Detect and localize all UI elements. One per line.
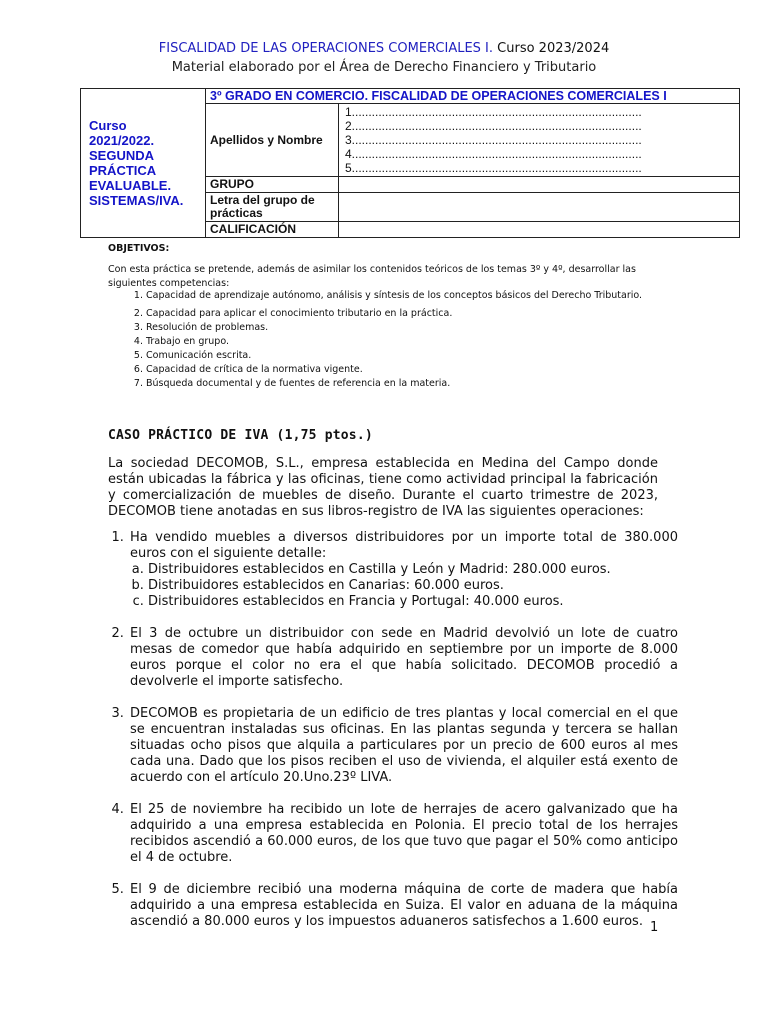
header-course-year: Curso 2023/2024 xyxy=(493,41,610,56)
course-line: Curso xyxy=(89,118,127,133)
operation-subitem: a. Distribuidores establecidos en Castilla y León y Madrid: 280.000 euros. xyxy=(148,562,678,578)
objective-item: 4. Trabajo en grupo. xyxy=(146,335,698,349)
objectives-title: OBJETIVOS: xyxy=(108,243,170,254)
operation-text: Ha vendido muebles a diversos distribuidores por un importe total de 380.000 euros con el siguiente detalle: xyxy=(130,530,678,561)
name-line: 4....................................................................................... xyxy=(345,147,642,161)
objective-item: 1. Capacidad de aprendizaje autónomo, análisis y síntesis de los conceptos básicos del Derecho Tributario. xyxy=(146,289,698,303)
operation-item: 2. El 3 de octubre un distribuidor con sede en Madrid devolvió un lote de cuatro mesas de comedor que había adquirido en septiembre por un importe de 8.000 euros porque el color no era el que había solicitado. DECOMOB procedió a devolverle el importe satisfecho. xyxy=(128,626,678,690)
operation-item: 4. El 25 de noviembre ha recibido un lote de herrajes de acero galvanizado que ha adquirido a una empresa establecida en Polonia. El precio total de los herrajes recibidos ascendió a 60.000 euros, de los que tuvo que pagar el 50% como anticipo el 4 de octubre. xyxy=(128,802,678,866)
operation-item: 5. El 9 de diciembre recibió una moderna máquina de corte de madera que había adquirido a una empresa establecida en Suiza. El valor en aduana de la máquina ascendió a 80.000 euros y los impuestos aduaneros satisfechos a 1.600 euros. xyxy=(128,882,678,930)
names-label: Apellidos y Nombre xyxy=(206,104,339,177)
course-line: SISTEMAS/IVA. xyxy=(89,193,184,208)
case-title: CASO PRÁCTICO DE IVA (1,75 ptos.) xyxy=(108,428,373,443)
document-header-title xyxy=(0,41,768,56)
operation-item: 3. DECOMOB es propietaria de un edificio de tres plantas y local comercial en el que se encuentran instaladas sus oficinas. En las plantas segunda y tercera se hallan situadas ocho pisos que alquila a particulares por un precio de 600 euros al mes cada una. Dado que los pisos reciben el uso de vivienda, el alquiler está exento de acuerdo con el artículo 20.Uno.23º LIVA. xyxy=(128,706,678,786)
course-line: 2021/2022. xyxy=(89,133,155,148)
group-label: GRUPO xyxy=(206,177,339,193)
practice-group-label: Letra del grupo de prácticas xyxy=(206,193,339,222)
name-line: 3....................................................................................... xyxy=(345,133,642,147)
case-intro: La sociedad DECOMOB, S.L., empresa establecida en Medina del Campo donde están ubicadas la fábrica y las oficinas, tiene como actividad principal la fabricación y comercialización de muebles de diseño. Durante el cuarto trimestre de 2023, DECOMOB tiene anotadas en sus libros-registro de IVA las siguientes operaciones: xyxy=(108,456,658,519)
objectives-list xyxy=(108,289,698,391)
name-line: 2....................................................................................... xyxy=(345,119,642,133)
group-field[interactable] xyxy=(339,177,740,193)
operation-subitem: c. Distribuidores establecidos en Francia y Portugal: 40.000 euros. xyxy=(148,594,678,610)
operation-sublist xyxy=(130,562,678,610)
course-line: PRÁCTICA xyxy=(89,163,157,178)
grade-label: CALIFICACIÓN xyxy=(206,222,339,238)
page-number: 1 xyxy=(650,920,659,935)
objective-item: 6. Capacidad de crítica de la normativa vigente. xyxy=(146,363,698,377)
operations-list xyxy=(108,530,678,946)
objectives-intro: Con esta práctica se pretende, además de asimilar los contenidos teóricos de los temas 3º y 4º, desarrollar las siguientes competencias: xyxy=(108,264,636,289)
course-label-cell xyxy=(81,89,206,238)
header-subject: FISCALIDAD DE LAS OPERACIONES COMERCIALES I. xyxy=(158,41,494,56)
practice-group-field[interactable] xyxy=(339,193,740,222)
names-field[interactable] xyxy=(339,104,740,177)
document-header-subtitle: Material elaborado por el Área de Derecho Financiero y Tributario xyxy=(171,60,597,75)
degree-title: 3º GRADO EN COMERCIO. FISCALIDAD DE OPERACIONES COMERCIALES I xyxy=(206,89,740,104)
course-line: EVALUABLE. xyxy=(89,178,172,193)
name-line: 5....................................................................................... xyxy=(345,161,642,175)
operation-subitem: b. Distribuidores establecidos en Canarias: 60.000 euros. xyxy=(148,578,678,594)
objective-item: 7. Búsqueda documental y de fuentes de referencia en la materia. xyxy=(146,377,698,391)
name-line: 1....................................................................................... xyxy=(345,105,642,119)
objective-item: 5. Comunicación escrita. xyxy=(146,349,698,363)
course-line: SEGUNDA xyxy=(89,148,155,163)
operation-item xyxy=(128,530,678,610)
objective-item: 3. Resolución de problemas. xyxy=(146,321,698,335)
objective-item: 2. Capacidad para aplicar el conocimiento tributario en la práctica. xyxy=(146,307,698,321)
student-info-table xyxy=(80,88,740,238)
grade-field[interactable] xyxy=(339,222,740,238)
